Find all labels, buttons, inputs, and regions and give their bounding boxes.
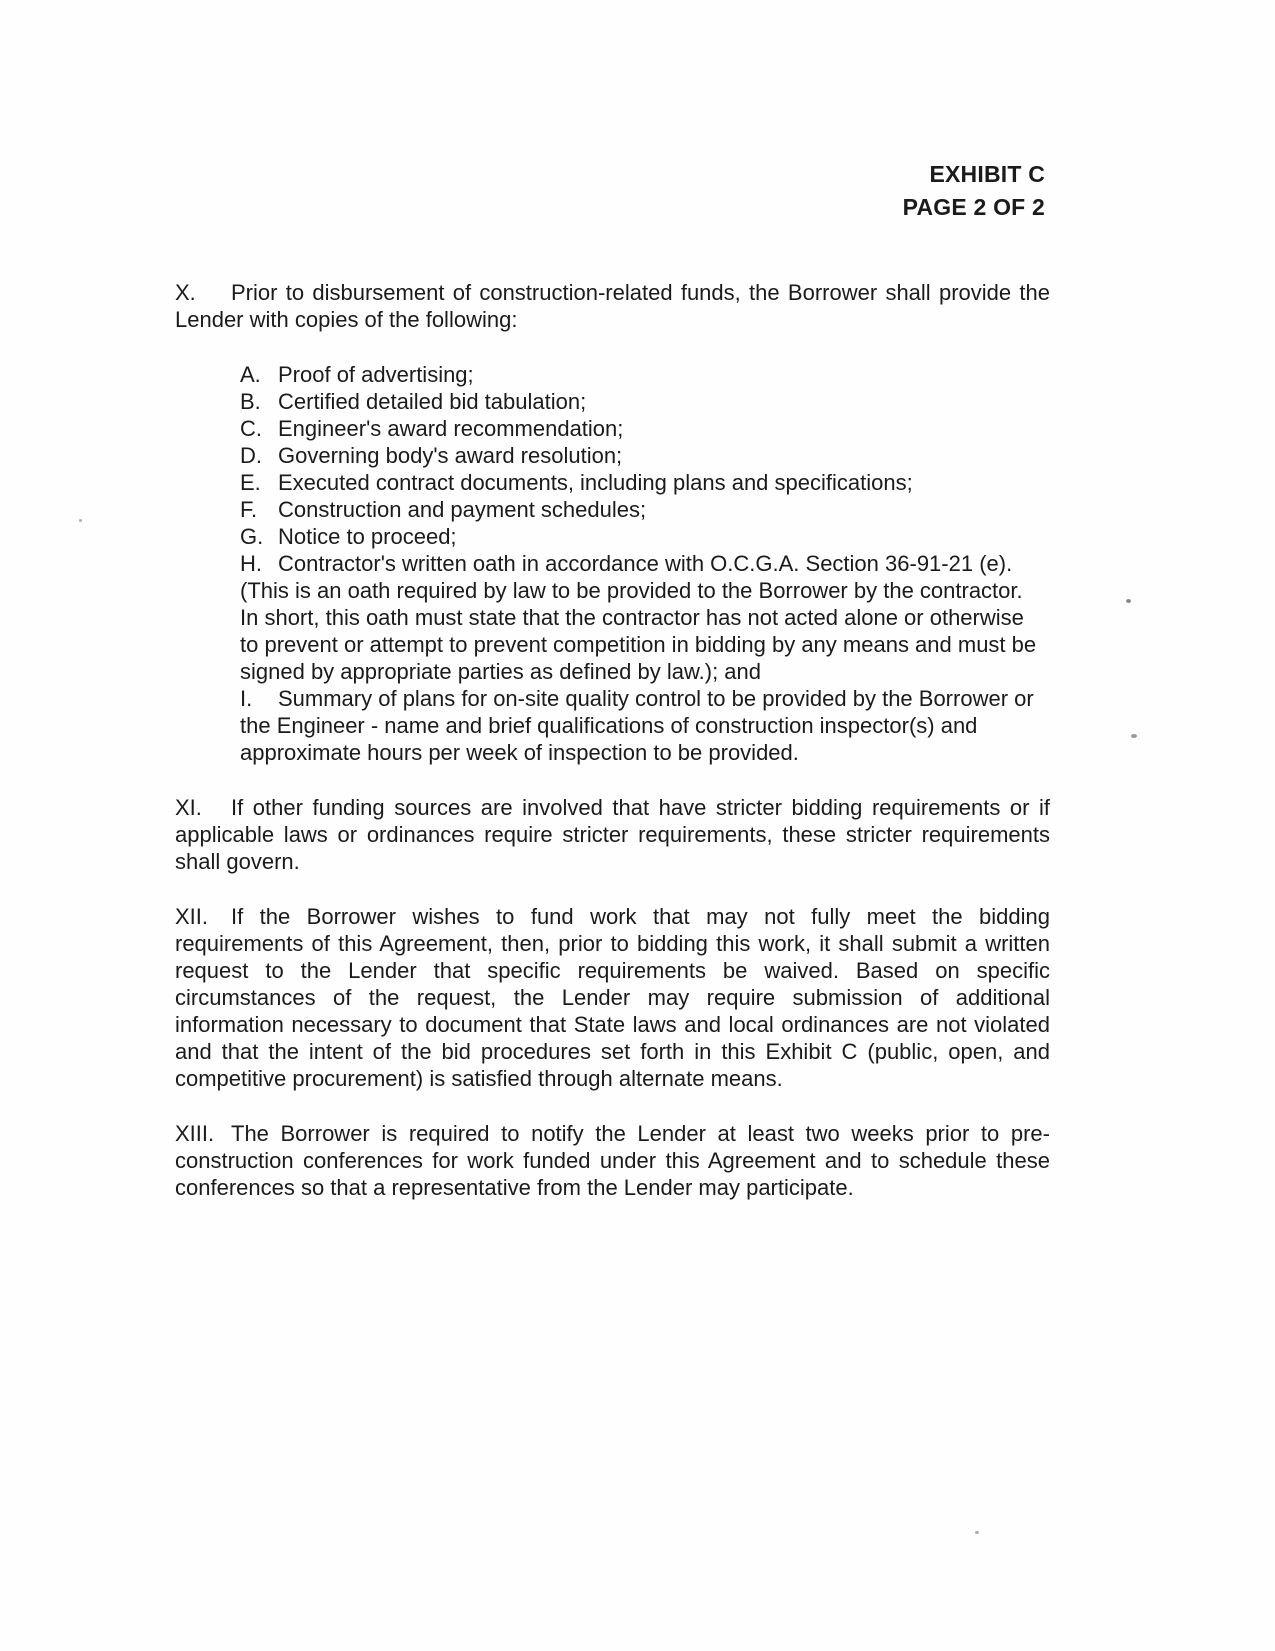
section-xiii-label: XIII. xyxy=(175,1121,215,1146)
section-xi-text: If other funding sources are involved that have stricter bidding requirements or if applicable laws or ordinances require stricter requirements, these stricter requirements shall govern. xyxy=(175,795,1050,874)
list-item-label-g: G. xyxy=(240,524,264,549)
list-item-text-h: Contractor's written oath in accordance with O.C.G.A. Section 36-91-21 (e). (This is an oath required by law to be provided to the Borrower by the contractor. In short, this oath must state that the contractor has not acted alone or otherwise to prevent or attempt to prevent competition in bidding by any means and must be signed by appropriate parties as defined by law.); and xyxy=(240,551,1037,684)
list-item xyxy=(240,442,1045,469)
list-item-label-a: A. xyxy=(240,362,261,387)
section-xii-paragraph xyxy=(175,903,1050,1092)
list-item-label-e: E. xyxy=(240,470,261,495)
section-x-text: Prior to disbursement of construction-related funds, the Borrower shall provide the Lender with copies of the following: xyxy=(175,280,1050,332)
list-item-label-f: F. xyxy=(240,497,258,522)
list-item-text-f: Construction and payment schedules; xyxy=(278,497,647,522)
list-item xyxy=(240,496,1045,523)
document-header xyxy=(0,0,1045,224)
list-item-text-e: Executed contract documents, including plans and specifications; xyxy=(278,470,913,495)
list-item-text-b: Certified detailed bid tabulation; xyxy=(278,389,587,414)
list-item-text-i: Summary of plans for on-site quality control to be provided by the Borrower or the Engineer - name and brief qualifications of construction inspector(s) and approximate hours per week of inspection to be provided. xyxy=(240,686,1034,765)
section-xiii-paragraph xyxy=(175,1120,1050,1201)
list-item xyxy=(240,361,1045,388)
list-item-text-g: Notice to proceed; xyxy=(278,524,457,549)
page-number: PAGE 2 OF 2 xyxy=(902,194,1045,220)
exhibit-title: EXHIBIT C xyxy=(929,161,1045,187)
section-xi-label: XI. xyxy=(175,795,202,820)
list-item xyxy=(240,388,1045,415)
scan-artifact xyxy=(1131,734,1137,738)
list-item xyxy=(240,685,1045,766)
list-item-label-b: B. xyxy=(240,389,261,414)
list-item xyxy=(240,415,1045,442)
list-item xyxy=(240,469,1045,496)
list-item-text-d: Governing body's award resolution; xyxy=(278,443,623,468)
list-item xyxy=(240,523,1045,550)
section-x-list xyxy=(240,361,1045,766)
list-item-text-c: Engineer's award recommendation; xyxy=(278,416,624,441)
scan-artifact xyxy=(79,519,82,522)
scan-artifact xyxy=(1126,599,1131,603)
section-xii-label: XII. xyxy=(175,904,209,929)
section-x-paragraph xyxy=(175,279,1050,333)
list-item-label-d: D. xyxy=(240,443,262,468)
section-xii-text: If the Borrower wishes to fund work that may not fully meet the bidding requirements of this Agreement, then, prior to bidding this work, it shall submit a written request to the Lender that specific requirements be waived. Based on specific circumstances of the request, the Lender may require submission of additional information necessary to document that State laws and local ordinances are not violated and that the intent of the bid procedures set forth in this Exhibit C (public, open, and competitive procurement) is satisfied through alternate means. xyxy=(175,904,1050,1091)
section-xiii-text: The Borrower is required to notify the Lender at least two weeks prior to pre-construction conferences for work funded under this Agreement and to schedule these conferences so that a representative from the Lender may participate. xyxy=(175,1121,1050,1200)
list-item xyxy=(240,550,1045,685)
list-item-label-c: C. xyxy=(240,416,262,441)
scan-artifact xyxy=(975,1531,979,1534)
list-item-label-h: H. xyxy=(240,551,262,576)
section-xi-paragraph xyxy=(175,794,1050,875)
list-item-label-i: I. xyxy=(240,686,253,711)
list-item-text-a: Proof of advertising; xyxy=(278,362,474,387)
document-body xyxy=(175,279,1050,1201)
section-x-label: X. xyxy=(175,280,196,305)
